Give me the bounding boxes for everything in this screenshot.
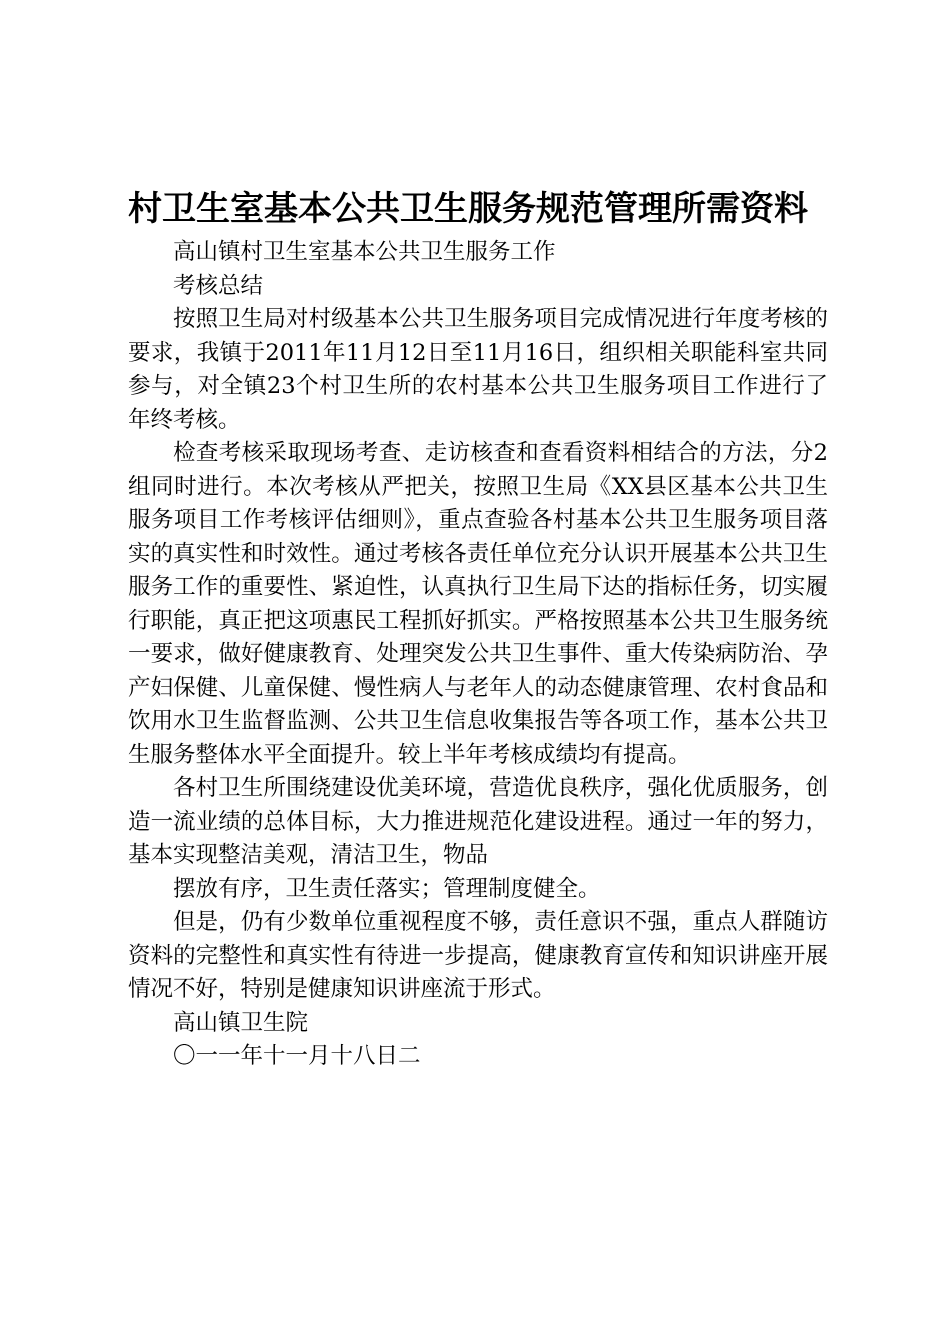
paragraph-results: 各村卫生所围绕建设优美环境，营造优良秩序，强化优质服务，创造一流业绩的总体目标，大力推进规范化建设进程。通过一年的努力，基本实现整洁美观，清洁卫生，物品: [128, 775, 828, 868]
paragraph-intro: 按照卫生局对村级基本公共卫生服务项目完成情况进行年度考核的要求，我镇于2011年11月12日至11月16日，组织相关职能科室共同参与，对全镇23个村卫生所的农村基本公共卫生服务项目工作进行了年终考核。: [128, 306, 828, 433]
signature-date: 〇一一年十一月十八日二: [173, 1043, 421, 1069]
document-title: 村卫生室基本公共卫生服务规范管理所需资料: [128, 189, 808, 229]
signature-organization: 高山镇卫生院: [173, 1009, 309, 1036]
document-body: [128, 236, 828, 1074]
subtitle-line-2: 考核总结: [173, 272, 264, 299]
paragraph-inspection: 检查考核采取现场考查、走访核查和查看资料相结合的方法，分2组同时进行。本次考核从严把关，按照卫生局《XX县区基本公共卫生服务项目工作考核评估细则》，重点查验各村基本公共卫生服务项目落实的真实性和时效性。通过考核各责任单位充分认识开展基本公共卫生服务工作的重要性、紧迫性，认真执行卫生局下达的指标任务，切实履行职能，真正把这项惠民工程抓好抓实。严格按照基本公共卫生服务统一要求，做好健康教育、处理突发公共卫生事件、重大传染病防治、孕产妇保健、儿童保健、慢性病人与老年人的动态健康管理、农村食品和饮用水卫生监督监测、公共卫生信息收集报告等各项工作，基本公共卫生服务整体水平全面提升。较上半年考核成绩均有提高。: [128, 440, 828, 768]
paragraph-shortcomings: 但是，仍有少数单位重视程度不够，责任意识不强，重点人群随访资料的完整性和真实性有待进一步提高，健康教育宣传和知识讲座开展情况不好，特别是健康知识讲座流于形式。: [128, 909, 828, 1002]
paragraph-results-continued: 摆放有序，卫生责任落实；管理制度健全。: [173, 875, 601, 902]
subtitle-line-1: 高山镇村卫生室基本公共卫生服务工作: [173, 239, 556, 265]
